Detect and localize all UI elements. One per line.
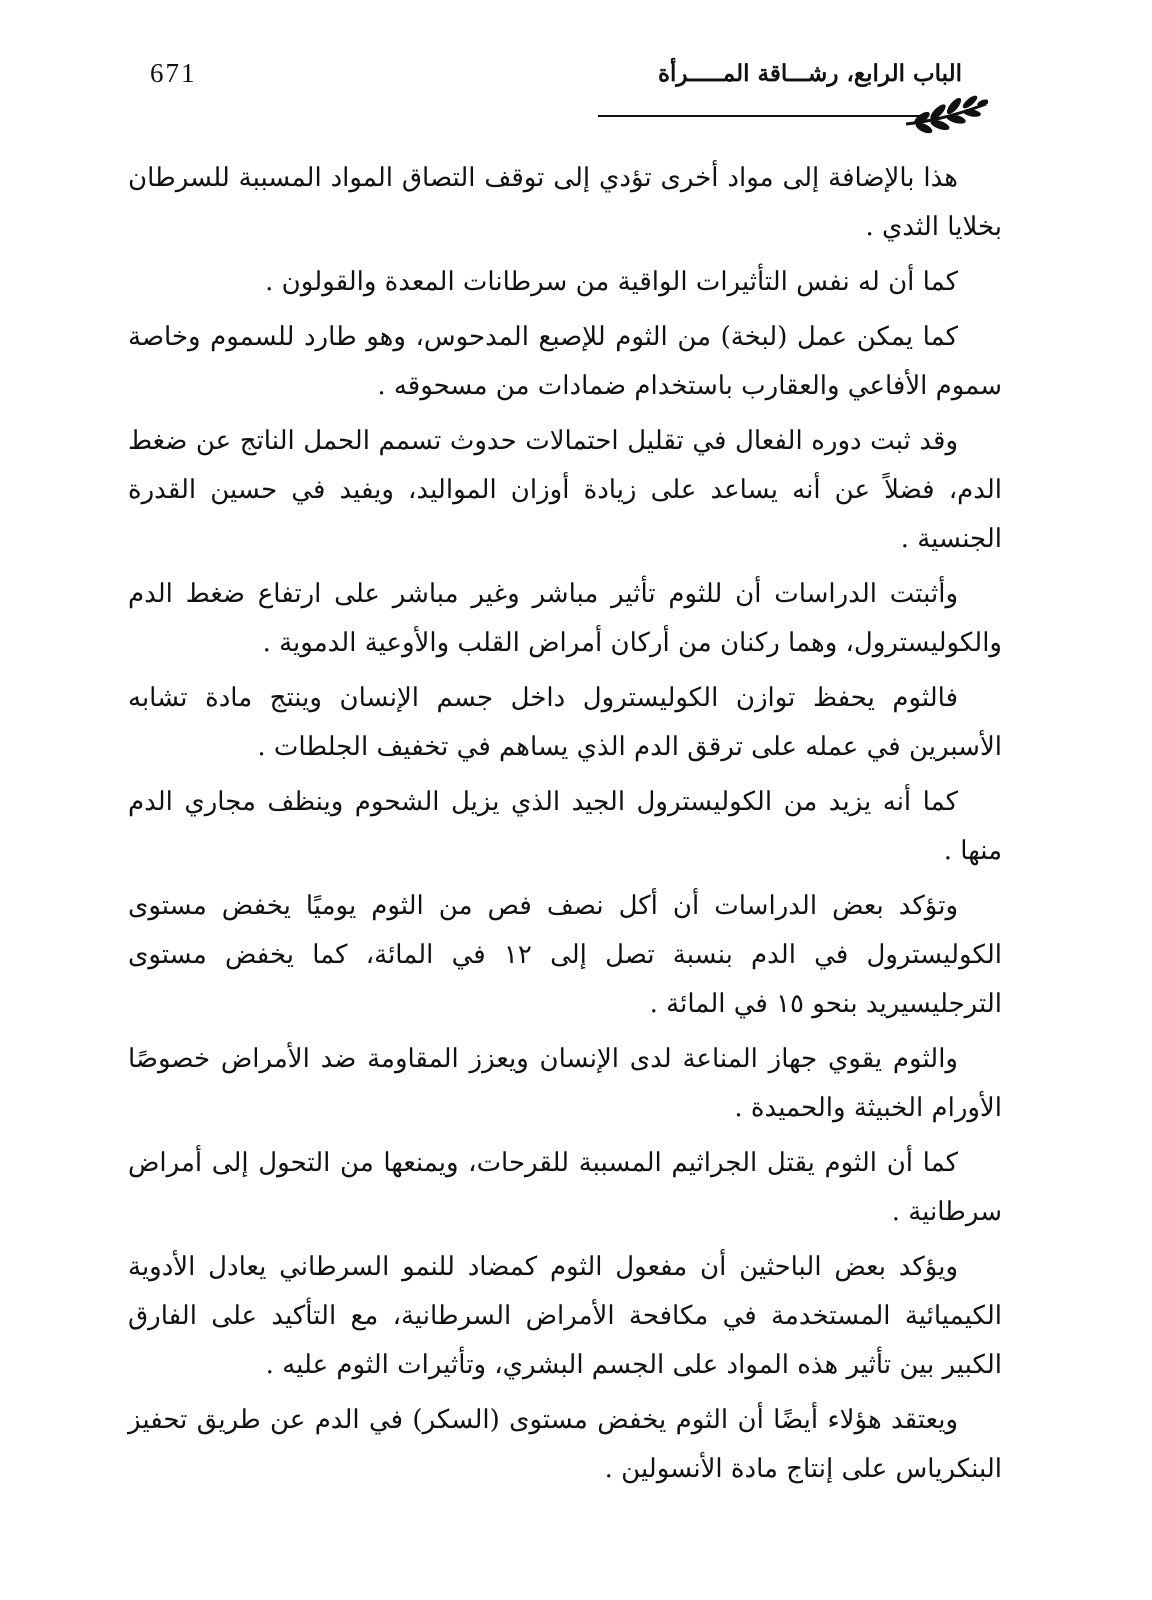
paragraph: كما يمكن عمل (لبخة) من الثوم للإصبع المدحوس، وهو طارد للسموم وخاصة سموم الأفاعي والعقارب باستخدام ضمادات من مسحوقه .: [128, 322, 1002, 401]
paragraph: كما أن الثوم يقتل الجراثيم المسببة للقرحات، ويمنعها من التحول إلى أمراض سرطانية .: [128, 1148, 1002, 1227]
paragraph: كما أنه يزيد من الكوليسترول الجيد الذي يزيل الشحوم وينظف مجاري الدم منها .: [128, 787, 1002, 866]
paragraph: فالثوم يحفظ توازن الكوليسترول داخل جسم الإنسان وينتج مادة تشابه الأسبرين في عمله على ترقق الدم الذي يساهم في تخفيف الجلطات .: [128, 683, 1002, 762]
page-number: 671: [150, 58, 197, 88]
paragraph: كما أن له نفس التأثيرات الواقية من سرطانات المعدة والقولون .: [265, 267, 958, 297]
olive-branch-icon: [904, 94, 988, 134]
paragraph: وتؤكد بعض الدراسات أن أكل نصف فص من الثوم يوميًا يخفض مستوى الكوليسترول في الدم بنسبة تصل إلى ١٢ في المائة، كما يخفض مستوى الترجليسيريد بنحو ١٥ في المائة .: [128, 891, 1002, 1019]
paragraph: ويعتقد هؤلاء أيضًا أن الثوم يخفض مستوى (السكر) في الدم عن طريق تحفيز البنكرياس على إنتاج مادة الأنسولين .: [128, 1405, 1002, 1484]
paragraph: ويؤكد بعض الباحثين أن مفعول الثوم كمضاد للنمو السرطاني يعادل الأدوية الكيميائية المستخدمة في مكافحة الأمراض السرطانية، مع التأكيد على الفارق الكبير بين تأثير هذه المواد على الجسم البشري، وتأثيرات الثوم عليه .: [128, 1252, 1002, 1380]
header-rule: [598, 115, 928, 117]
running-header: الباب الرابع، رشـــاقة المـــــرأة: [657, 60, 962, 87]
paragraph: هذا بالإضافة إلى مواد أخرى تؤدي إلى توقف التصاق المواد المسببة للسرطان بخلايا الثدي .: [128, 163, 1002, 242]
body-text: [128, 154, 1002, 1500]
paragraph: والثوم يقوي جهاز المناعة لدى الإنسان ويعزز المقاومة ضد الأمراض خصوصًا الأورام الخبيثة والحميدة .: [128, 1044, 1002, 1123]
paragraph: وأثبتت الدراسات أن للثوم تأثير مباشر وغير مباشر على ارتفاع ضغط الدم والكوليسترول، وهما ركنان من أركان أمراض القلب والأوعية الدموية .: [128, 579, 1002, 658]
paragraph: وقد ثبت دوره الفعال في تقليل احتمالات حدوث تسمم الحمل الناتج عن ضغط الدم، فضلاً عن أنه يساعد على زيادة أوزان المواليد، ويفيد في حسين القدرة الجنسية .: [128, 426, 1002, 554]
